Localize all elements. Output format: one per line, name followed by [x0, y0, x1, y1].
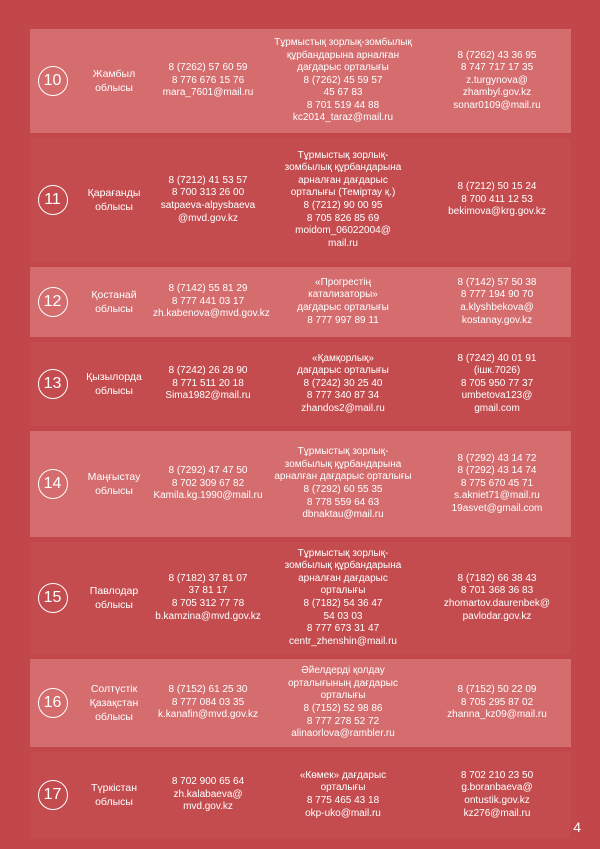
crisis-center-cell	[263, 548, 423, 649]
row-number-badge: 15	[38, 583, 68, 613]
contact-line: 8 (7242) 26 28 90	[168, 365, 248, 377]
akimat-contact-cell	[423, 573, 571, 623]
contact-line: 8 777 084 03 35	[171, 696, 245, 708]
row-number-badge: 14	[38, 469, 68, 499]
contact-line: kostanay.gov.kz	[461, 314, 533, 326]
contact-line: 8 700 411 12 53	[461, 193, 533, 205]
contact-line: 8 777 673 31 47	[306, 623, 380, 635]
akimat-contact-cell	[423, 770, 571, 820]
row-number-cell	[30, 66, 75, 96]
contact-line: 8 701 519 44 88	[306, 99, 380, 111]
crisis-center-cell	[263, 150, 423, 251]
region-name-line: облысы	[95, 711, 133, 723]
contact-line: 8 777 194 90 70	[460, 289, 534, 301]
contact-line: орталығы	[320, 782, 366, 794]
region-name-line: облысы	[95, 599, 133, 611]
region-name-line: облысы	[95, 201, 133, 213]
contact-line: satpaeva-alpysbaeva	[160, 200, 256, 211]
contact-line: moidom_06022004@	[295, 225, 391, 237]
contact-line: gmail.com	[474, 402, 520, 414]
contact-line: zhanna_kz09@mail.ru	[447, 709, 547, 721]
contact-line: зомбылық құрбандарына	[284, 560, 402, 572]
contact-line: 8 705 826 85 69	[306, 212, 380, 224]
region-name	[75, 781, 153, 809]
contact-line: орталығының дағдарыс	[288, 677, 398, 689]
region-name-line: Маңғыстау	[87, 471, 141, 483]
contact-line: Тұрмыстық зорлық-зомбылық	[274, 36, 412, 48]
contact-line: mvd.gov.kz	[183, 801, 233, 813]
contact-line: арналған дағдарыс орталығы	[274, 471, 412, 483]
contact-line: centr_zhenshin@mail.ru	[289, 635, 397, 647]
contact-line: 8 705 295 87 02	[460, 696, 534, 708]
contact-line: 8 777 997 89 11	[307, 314, 379, 326]
contact-line: 8 (7152) 50 22 09	[457, 684, 537, 696]
contact-line: 8 747 717 17 35	[460, 62, 534, 74]
region-name-line: Түркістан	[90, 782, 137, 794]
region-name	[75, 584, 153, 612]
contact-line: 8 (7212) 41 53 57	[168, 174, 248, 186]
row-number-badge: 12	[38, 287, 68, 317]
contact-line: 8 771 511 20 18	[172, 377, 244, 389]
contact-line: зомбылық құрбандарына	[284, 162, 402, 174]
region-name-line: Қарағанды	[87, 187, 141, 199]
police-contact-cell	[153, 283, 270, 321]
contact-line: «Қамқорлық»	[312, 352, 374, 364]
row-number-cell	[30, 469, 75, 499]
contact-line: 8 775 670 45 71	[460, 477, 534, 489]
table-row	[30, 431, 571, 537]
contact-line: zhambyl.gov.kz	[462, 87, 532, 99]
region-name-line: облысы	[95, 796, 133, 808]
row-number-badge: 11	[38, 185, 68, 215]
contact-line: 8 (7152) 52 98 86	[303, 703, 383, 714]
contact-line: «Көмек» дағдарыс	[299, 769, 387, 781]
contact-line: 8 (7142) 55 81 29	[168, 283, 248, 295]
contact-line: pavlodar.gov.kz	[462, 610, 532, 622]
contact-line: 8 (7292) 43 14 74	[457, 465, 537, 477]
contact-line: 8 778 559 64 63	[306, 496, 380, 508]
contact-line: umbetova123@	[461, 390, 533, 402]
contact-line: ontustik.gov.kz	[464, 795, 530, 806]
akimat-contact-cell	[423, 277, 571, 327]
contact-line: zhomartov.daurenbek@	[443, 598, 551, 609]
region-name-line: облысы	[95, 485, 133, 497]
contact-line: kc2014_taraz@mail.ru	[292, 112, 394, 124]
contact-line: арналған дағдарыс	[298, 572, 388, 584]
contact-line: 8 777 340 87 34	[306, 390, 380, 402]
crisis-center-cell	[263, 277, 423, 327]
police-contact-cell	[153, 684, 263, 722]
row-number-badge: 17	[38, 780, 68, 810]
contact-line: 8 701 368 36 83	[460, 585, 534, 597]
contact-line: 8 (7292) 60 55 35	[303, 484, 383, 495]
contact-line: 8 (7242) 40 01 91	[457, 352, 537, 364]
row-number-cell	[30, 287, 75, 317]
contact-line: 8 (7262) 45 59 57	[303, 74, 383, 86]
contact-line: дағдарыс орталығы	[297, 302, 389, 313]
row-number-cell	[30, 583, 75, 613]
contact-line: орталығы	[320, 585, 366, 597]
contact-line: g.boranbaeva@	[461, 782, 533, 794]
table-row	[30, 752, 571, 838]
police-contact-cell	[153, 175, 263, 225]
contact-line: Тұрмыстық зорлық-	[297, 547, 389, 559]
contact-line: 8 700 313 26 00	[171, 187, 245, 199]
contacts-table	[30, 29, 571, 838]
region-name	[75, 186, 153, 214]
contact-line: 19asvet@gmail.com	[451, 502, 543, 514]
akimat-contact-cell	[423, 684, 571, 722]
contact-line: sonar0109@mail.ru	[453, 99, 541, 111]
table-row	[30, 659, 571, 747]
contact-line: 37 81 17	[188, 585, 228, 597]
contact-line: 8 (7262) 43 36 95	[457, 49, 537, 61]
crisis-center-cell	[263, 353, 423, 416]
contact-line: 8 (7292) 47 47 50	[168, 465, 248, 477]
contact-line: Тұрмыстық зорлық-	[297, 149, 389, 161]
region-name	[75, 470, 153, 498]
row-number-badge: 10	[38, 66, 68, 96]
contact-line: okp-uko@mail.ru	[305, 807, 381, 819]
region-name	[75, 682, 153, 724]
contact-line: zhandos2@mail.ru	[301, 402, 385, 414]
crisis-center-cell	[263, 37, 423, 125]
contact-line: 8 705 950 77 37	[460, 377, 534, 389]
contact-line: 8 (7182) 66 38 43	[457, 572, 537, 584]
contact-line: 8 702 309 67 82	[171, 477, 245, 489]
contact-line: дағдарыс орталығы	[297, 365, 389, 377]
row-number-badge: 16	[38, 688, 68, 718]
contact-line: катализаторы»	[308, 289, 378, 301]
contact-line: mail.ru	[327, 237, 358, 249]
table-row	[30, 542, 571, 654]
page-number: 4	[573, 819, 581, 835]
contact-line: дағдарыс орталығы	[297, 62, 389, 74]
contact-line: a.klyshbekova@	[460, 302, 534, 313]
contact-line: 8 777 278 52 72	[306, 715, 380, 727]
contact-line: 8 (7212) 50 15 24	[457, 181, 537, 193]
contact-line: 8 (7152) 61 25 30	[168, 684, 248, 696]
region-name-line: Қостанай	[91, 289, 137, 301]
region-name-line: облысы	[95, 385, 133, 397]
row-number-badge: 13	[38, 369, 68, 399]
police-contact-cell	[153, 465, 263, 503]
region-name-line: Қызылорда	[86, 371, 142, 383]
row-number-cell	[30, 185, 75, 215]
contact-line: Тұрмыстық зорлық-	[297, 446, 389, 458]
region-name-line: Жамбыл	[92, 68, 136, 80]
akimat-contact-cell	[423, 453, 571, 516]
contact-line: 8 702 900 65 64	[171, 776, 245, 788]
contact-line: 8 (7212) 90 00 95	[303, 200, 383, 211]
akimat-contact-cell	[423, 181, 571, 219]
table-row	[30, 29, 571, 133]
contact-line: 8 (7182) 54 36 47	[303, 598, 383, 609]
contact-line: 8 (7292) 43 14 72	[457, 452, 537, 464]
contact-line: 8 (7262) 57 60 59	[168, 62, 248, 74]
contact-line: 8 (7242) 30 25 40	[303, 377, 383, 389]
contact-line: 8 776 676 15 76	[171, 74, 245, 86]
region-name-line: Қазақстан	[89, 697, 139, 709]
region-name	[75, 67, 153, 95]
contact-line: 8 (7182) 37 81 07	[168, 572, 248, 584]
contact-line: alinaorlova@rambler.ru	[291, 728, 395, 740]
contact-line: dbnaktau@mail.ru	[302, 509, 384, 521]
police-contact-cell	[153, 776, 263, 814]
contact-line: Әйелдерді қолдау	[301, 665, 385, 677]
crisis-center-cell	[263, 665, 423, 741]
contact-line: bekimova@krg.gov.kz	[448, 206, 546, 218]
row-number-cell	[30, 688, 75, 718]
police-contact-cell	[153, 365, 263, 403]
contact-line: 54 03 03	[323, 610, 363, 622]
region-name-line: облысы	[95, 82, 133, 94]
region-name-line: Павлодар	[89, 585, 139, 597]
crisis-center-cell	[263, 446, 423, 522]
contact-line: 8 775 465 43 18	[306, 795, 380, 806]
region-name-line: облысы	[95, 303, 133, 315]
table-row	[30, 138, 571, 262]
contact-line: b.kamzina@mvd.gov.kz	[155, 610, 261, 622]
row-number-cell	[30, 780, 75, 810]
region-name	[75, 370, 153, 398]
region-name-line: Солтүстік	[90, 683, 138, 695]
contact-line: зомбылық құрбандарына	[284, 458, 402, 470]
contact-line: 8 777 441 03 17	[171, 295, 245, 307]
contact-line: 45 67 83	[323, 87, 363, 99]
contact-line: 8 702 210 23 50	[460, 769, 534, 781]
akimat-contact-cell	[423, 50, 571, 113]
contact-line: арналған дағдарыс	[298, 174, 388, 186]
contact-line: zh.kalabaeva@	[173, 788, 243, 800]
police-contact-cell	[153, 573, 263, 623]
contact-line: z.turgynova@	[466, 74, 528, 86]
contact-line: құрбандарына арналған	[286, 49, 400, 61]
crisis-center-cell	[263, 770, 423, 820]
table-row	[30, 267, 571, 337]
contact-line: орталығы (Теміртау қ.)	[290, 187, 396, 199]
region-name	[75, 288, 153, 316]
contact-line: Kamila.kg.1990@mail.ru	[153, 490, 263, 502]
police-contact-cell	[153, 62, 263, 100]
contact-line: 8 705 312 77 78	[171, 598, 245, 609]
contact-line: mara_7601@mail.ru	[162, 87, 254, 99]
table-row	[30, 342, 571, 426]
contact-line: k.kanafin@mvd.gov.kz	[157, 709, 258, 721]
contact-line: «Прогрестің	[315, 276, 371, 288]
contact-line: (ішк.7026)	[473, 365, 521, 377]
contact-line: s.akniet71@mail.ru	[454, 490, 540, 502]
row-number-cell	[30, 369, 75, 399]
contact-line: @mvd.gov.kz	[178, 212, 238, 224]
contact-line: орталығы	[320, 690, 366, 702]
contact-line: kz276@mail.ru	[463, 807, 531, 819]
contact-line: Sima1982@mail.ru	[165, 390, 251, 402]
akimat-contact-cell	[423, 353, 571, 416]
contact-line: zh.kabenova@mvd.gov.kz	[153, 308, 270, 320]
contact-line: 8 (7142) 57 50 38	[457, 276, 537, 288]
